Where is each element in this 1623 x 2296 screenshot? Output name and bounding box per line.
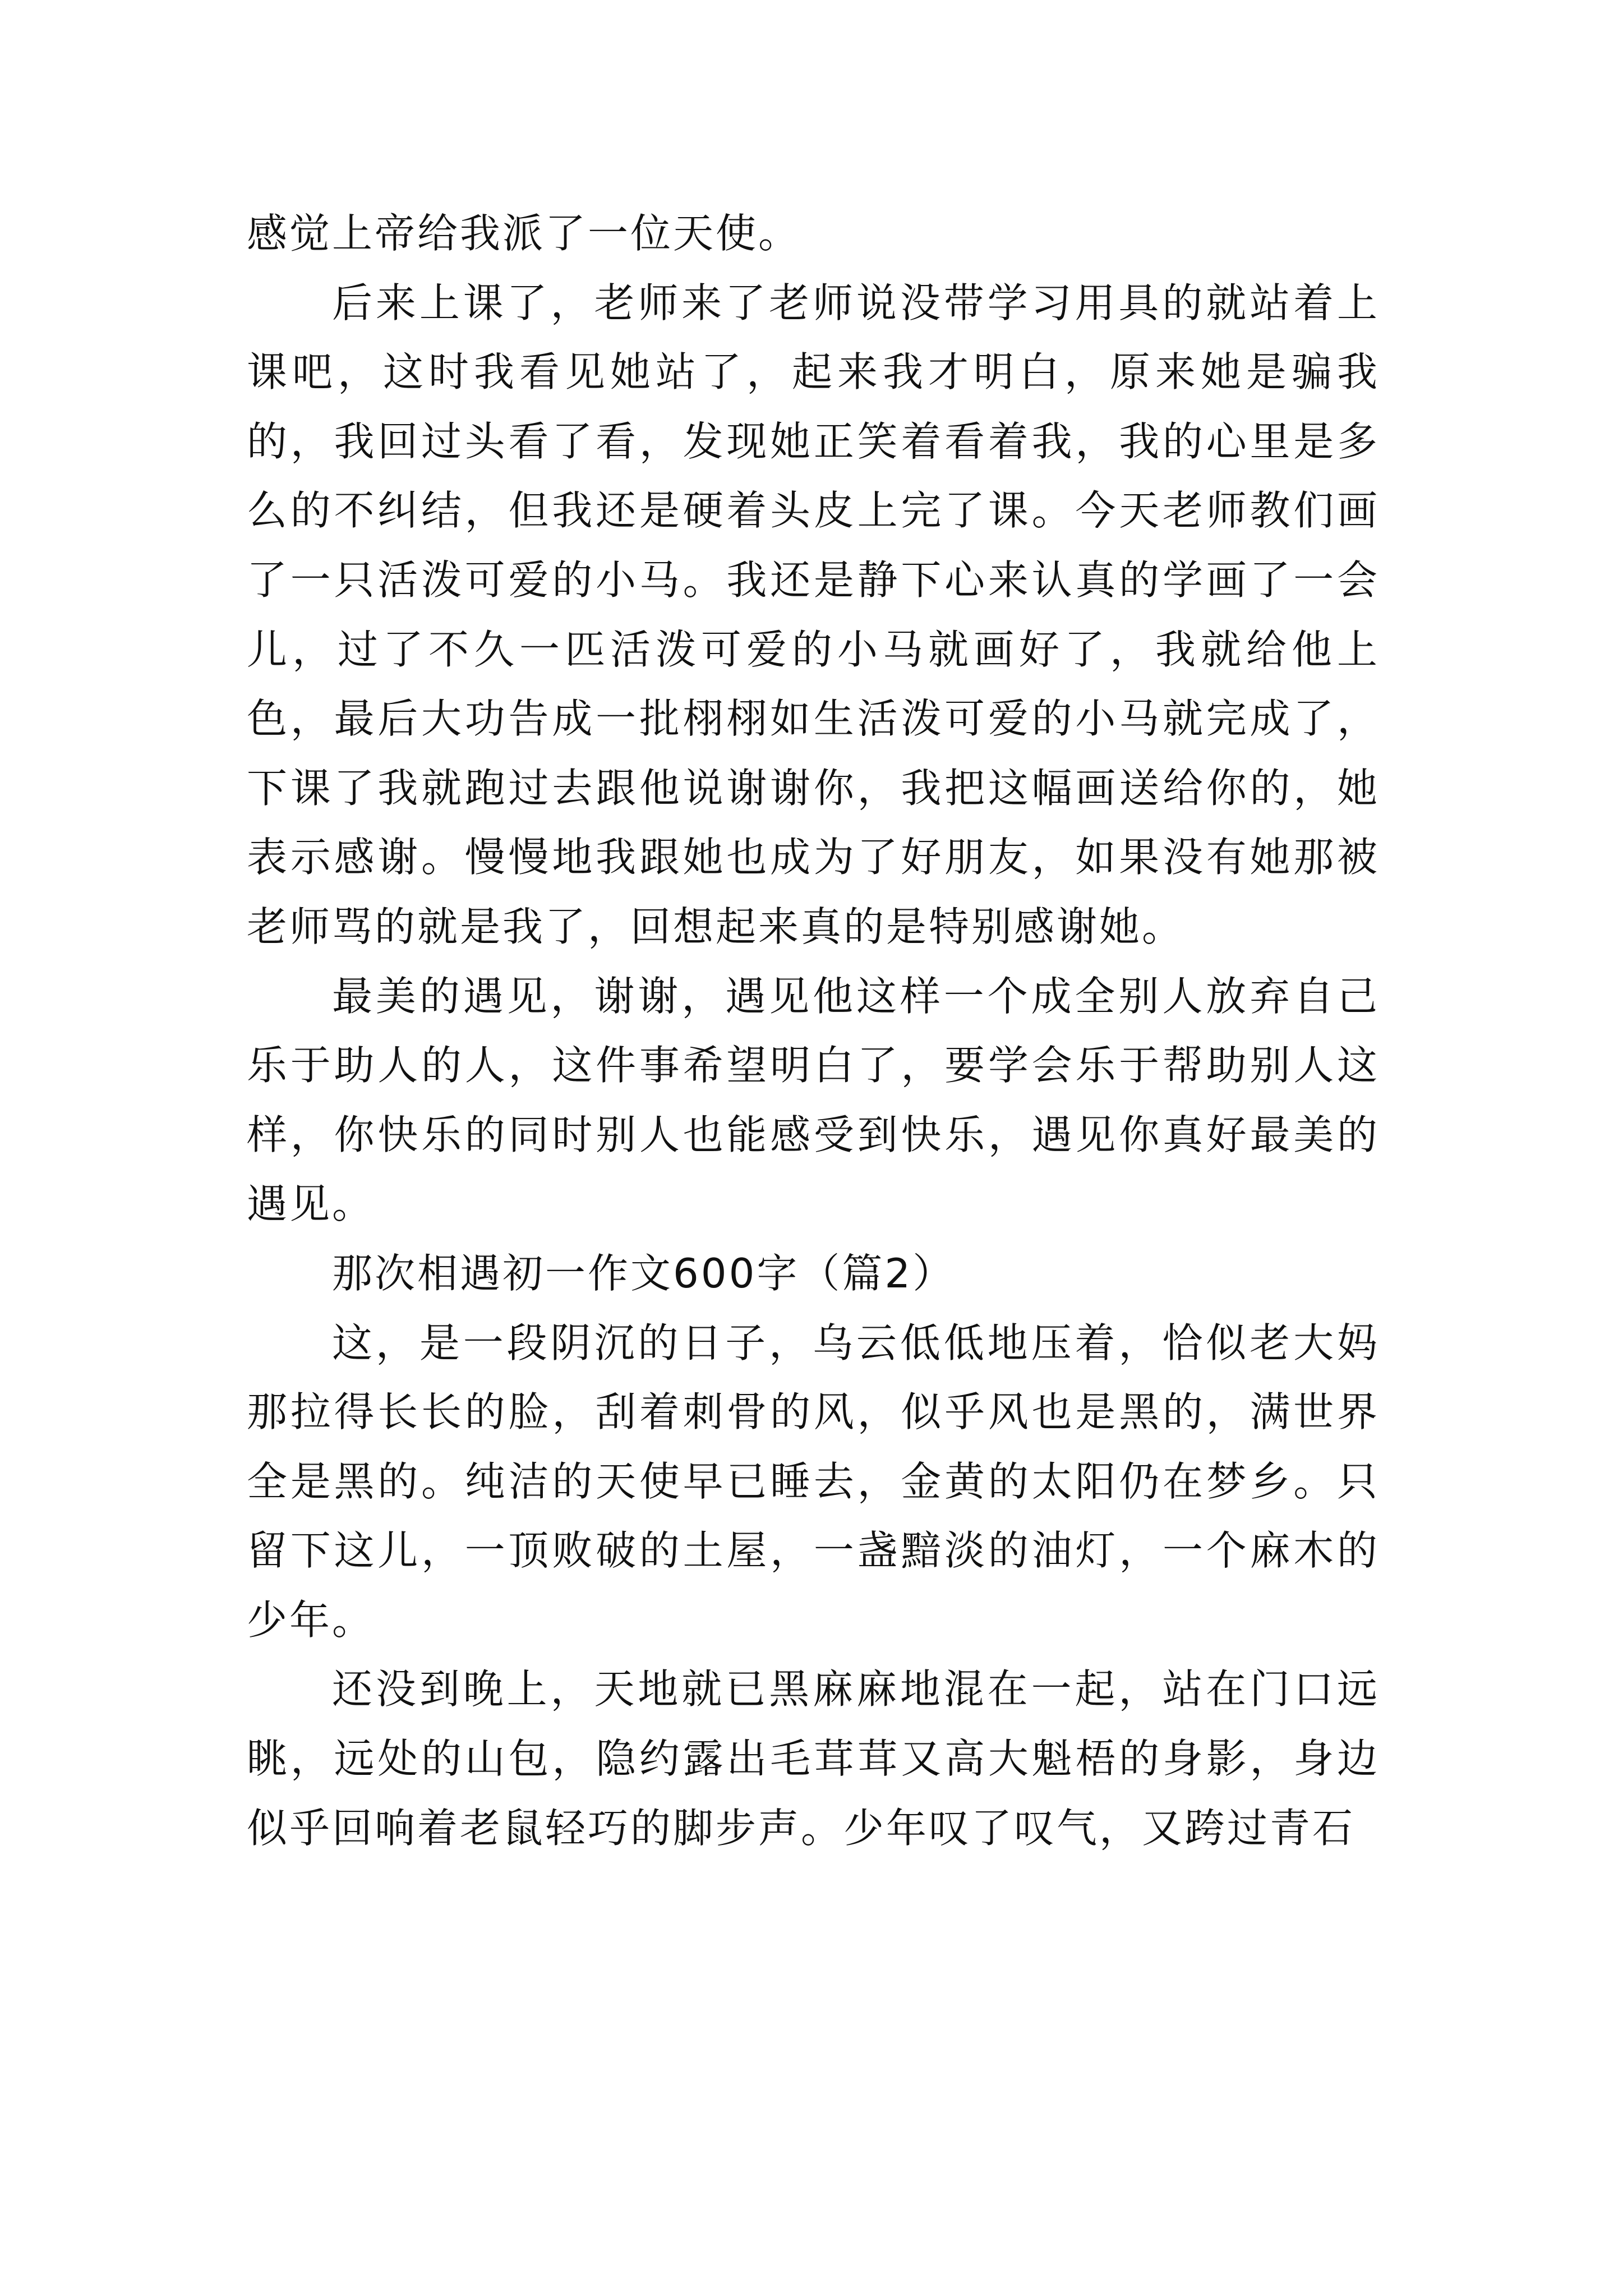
paragraph-class-story: 后来上课了，老师来了老师说没带学习用具的就站着上课吧，这时我看见她站了，起来我才明白，原来她是骗我的，我回过头看了看，发现她正笑着看着我，我的心里是多么的不纠结，但我还是硬着头皮上完了课。今天老师教们画了一只活泼可爱的小马。我还是静下心来认真的学画了一会儿，过了不久一匹活泼可爱的小马就画好了，我就给他上色，最后大功告成一批栩栩如生活泼可爱的小马就完成了，下课了我就跑过去跟他说谢谢你，我把这幅画送给你的，她表示感谢。慢慢地我跟她也成为了好朋友，如果没有她那被老师骂的就是我了，回想起来真的是特别感谢她。: [247, 279, 1380, 950]
paragraph-evening: 还没到晚上，天地就已黑麻麻地混在一起，站在门口远眺，远处的山包，隐约露出毛茸茸又高大魁梧的身影，身边似乎回响着老鼠轻巧的脚步声。少年叹了叹气，又跨过青石: [247, 1665, 1380, 1852]
section-heading: 那次相遇初一作文600字（篇2）: [332, 1249, 956, 1297]
paragraph-gloomy-day: 这，是一段阴沉的日子，乌云低低地压着，恰似老大妈那拉得长长的脸，刮着刺骨的风，似乎风也是黑的，满世界全是黑的。纯洁的天使早已睡去，金黄的太阳仍在梦乡。只留下这儿，一顶败破的土屋，一盏黯淡的油灯，一个麻木的少年。: [247, 1319, 1380, 1644]
paragraph-conclusion: 最美的遇见，谢谢，遇见他这样一个成全别人放弃自己乐于助人的人，这件事希望明白了，要学会乐于帮助别人这样，你快乐的同时别人也能感受到快乐，遇见你真好最美的遇见。: [247, 972, 1380, 1228]
body-text: [247, 199, 1380, 1863]
paragraph-continuation: 感觉上帝给我派了一位天使。: [247, 210, 801, 257]
